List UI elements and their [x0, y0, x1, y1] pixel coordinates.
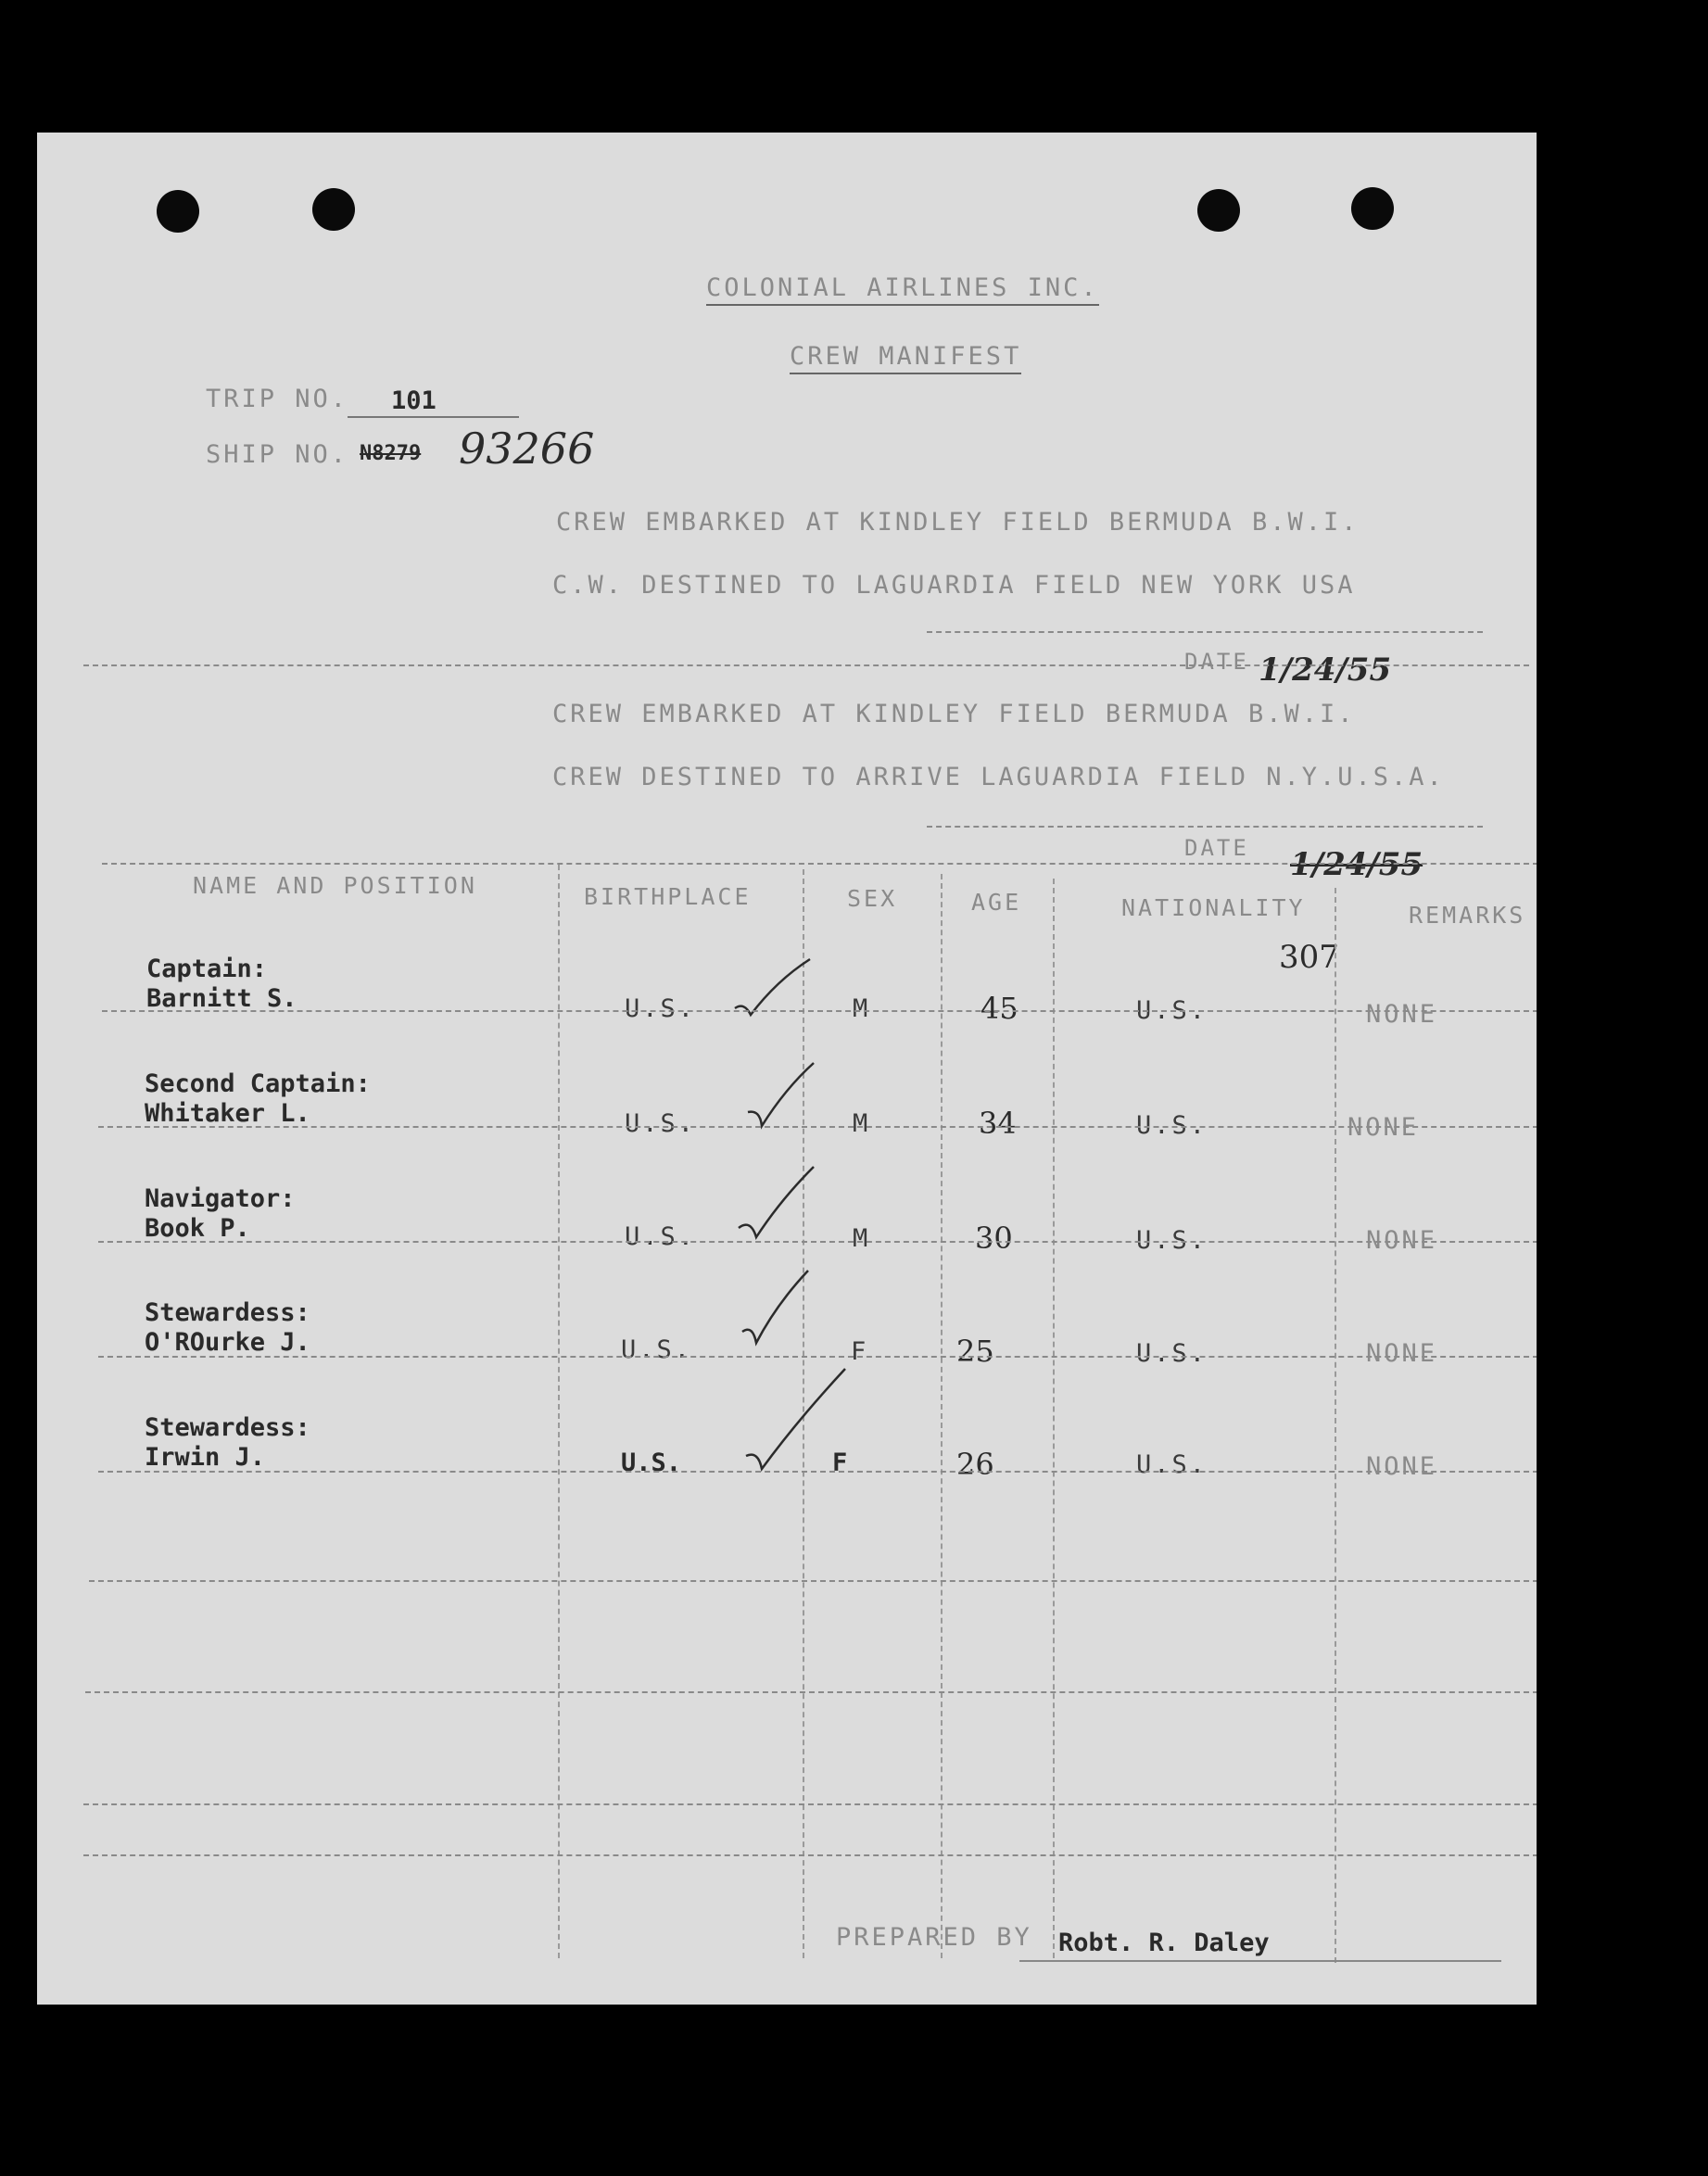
- row3-birthplace: U.S.: [625, 1222, 697, 1251]
- trip-number: 101: [391, 386, 436, 415]
- route1-rule: [927, 631, 1483, 633]
- row3-name: Book P.: [145, 1214, 250, 1243]
- row4-position: Stewardess:: [145, 1298, 310, 1327]
- trip-label: TRIP NO.: [206, 385, 349, 413]
- row-divider: [98, 1241, 1537, 1243]
- row1-birthplace: U.S.: [625, 994, 697, 1023]
- row3-nationality: U.S.: [1136, 1226, 1208, 1255]
- table-bottom-rule: [83, 1854, 1537, 1856]
- col-divider: [941, 874, 943, 1958]
- row4-remarks: NONE: [1366, 1339, 1438, 1368]
- prepared-by-name: Robt. R. Daley: [1058, 1929, 1270, 1957]
- route2-destined: CREW DESTINED TO ARRIVE LAGUARDIA FIELD N.Y.U.S.A.: [552, 763, 1445, 791]
- ship-number-handwritten: 93266: [459, 424, 595, 474]
- row2-nationality: U.S.: [1136, 1111, 1208, 1140]
- row5-age: 26: [956, 1447, 994, 1482]
- col-header-nationality: NATIONALITY: [1121, 894, 1306, 921]
- punch-hole: [312, 188, 355, 231]
- company-name: COLONIAL AIRLINES INC.: [706, 273, 1099, 306]
- row2-birthplace: U.S.: [625, 1109, 697, 1138]
- row5-nationality: U.S.: [1136, 1450, 1208, 1479]
- punch-hole: [1197, 189, 1240, 232]
- col-header-remarks: REMARKS: [1409, 902, 1526, 929]
- ship-label: SHIP NO.: [206, 440, 349, 469]
- col-header-age: AGE: [971, 889, 1022, 916]
- route1-date-label: DATE: [1184, 649, 1249, 675]
- row-divider: [98, 1356, 1537, 1358]
- table-top-rule: [102, 863, 1537, 865]
- route1-date: 1/24/55: [1259, 652, 1392, 689]
- route2-date: 1/24/55: [1290, 846, 1423, 883]
- row2-checkmark: [743, 1061, 817, 1135]
- row4-age: 25: [956, 1334, 994, 1369]
- col-header-name: NAME AND POSITION: [193, 872, 477, 899]
- row3-remarks: NONE: [1366, 1226, 1438, 1255]
- row2-position: Second Captain:: [145, 1069, 371, 1098]
- punch-hole: [157, 190, 199, 233]
- manifest-title: CREW MANIFEST: [790, 342, 1021, 374]
- handwritten-note: 307: [1279, 939, 1339, 976]
- row1-age: 45: [981, 991, 1018, 1026]
- row2-remarks: NONE: [1347, 1113, 1420, 1142]
- section-divider: [83, 664, 1529, 666]
- col-header-sex: SEX: [847, 885, 898, 912]
- row5-position: Stewardess:: [145, 1413, 310, 1442]
- row4-nationality: U.S.: [1136, 1339, 1208, 1368]
- row5-sex: F: [832, 1449, 848, 1477]
- row2-sex: M: [853, 1109, 871, 1138]
- route1-destined: C.W. DESTINED TO LAGUARDIA FIELD NEW YORK USA: [552, 571, 1356, 600]
- row1-sex: M: [853, 994, 871, 1023]
- route2-rule: [927, 826, 1483, 828]
- row5-remarks: NONE: [1366, 1452, 1438, 1481]
- row5-birthplace: U.S.: [621, 1449, 682, 1477]
- col-divider: [1335, 888, 1336, 1963]
- row1-nationality: U.S.: [1136, 996, 1208, 1025]
- row1-checkmark: [730, 957, 814, 1022]
- row3-checkmark: [734, 1163, 817, 1246]
- row-divider: [85, 1691, 1537, 1693]
- route1-embarked: CREW EMBARKED AT KINDLEY FIELD BERMUDA B.W.I.: [556, 508, 1360, 537]
- route2-date-label: DATE: [1184, 835, 1249, 861]
- row1-remarks: NONE: [1366, 1000, 1438, 1029]
- trip-underline: [348, 416, 519, 418]
- punch-hole: [1351, 187, 1394, 230]
- prepared-by-underline: [1019, 1960, 1501, 1962]
- row-divider: [102, 1010, 1537, 1012]
- col-divider: [1053, 879, 1055, 1958]
- row1-position: Captain:: [146, 955, 268, 983]
- row-divider: [83, 1803, 1537, 1805]
- row3-age: 30: [975, 1221, 1013, 1256]
- row4-checkmark: [738, 1267, 812, 1350]
- ship-number-struck: N8279: [360, 442, 422, 465]
- row4-sex: F: [851, 1337, 869, 1366]
- row4-name: O'ROurke J.: [145, 1328, 310, 1357]
- row-divider: [98, 1471, 1537, 1473]
- route2-embarked: CREW EMBARKED AT KINDLEY FIELD BERMUDA B.W.I.: [552, 700, 1356, 728]
- col-divider: [558, 865, 560, 1958]
- row2-age: 34: [979, 1106, 1017, 1141]
- manifest-page: [37, 133, 1537, 2005]
- row3-position: Navigator:: [145, 1184, 296, 1213]
- col-header-birthplace: BIRTHPLACE: [584, 883, 752, 910]
- row-divider: [98, 1126, 1537, 1128]
- row1-name: Barnitt S.: [146, 984, 297, 1013]
- row3-sex: M: [853, 1224, 871, 1253]
- row2-name: Whitaker L.: [145, 1099, 310, 1128]
- row5-name: Irwin J.: [145, 1443, 266, 1472]
- prepared-by-label: PREPARED BY: [836, 1923, 1032, 1952]
- row4-birthplace: U.S.: [621, 1335, 693, 1364]
- row-divider: [89, 1580, 1537, 1582]
